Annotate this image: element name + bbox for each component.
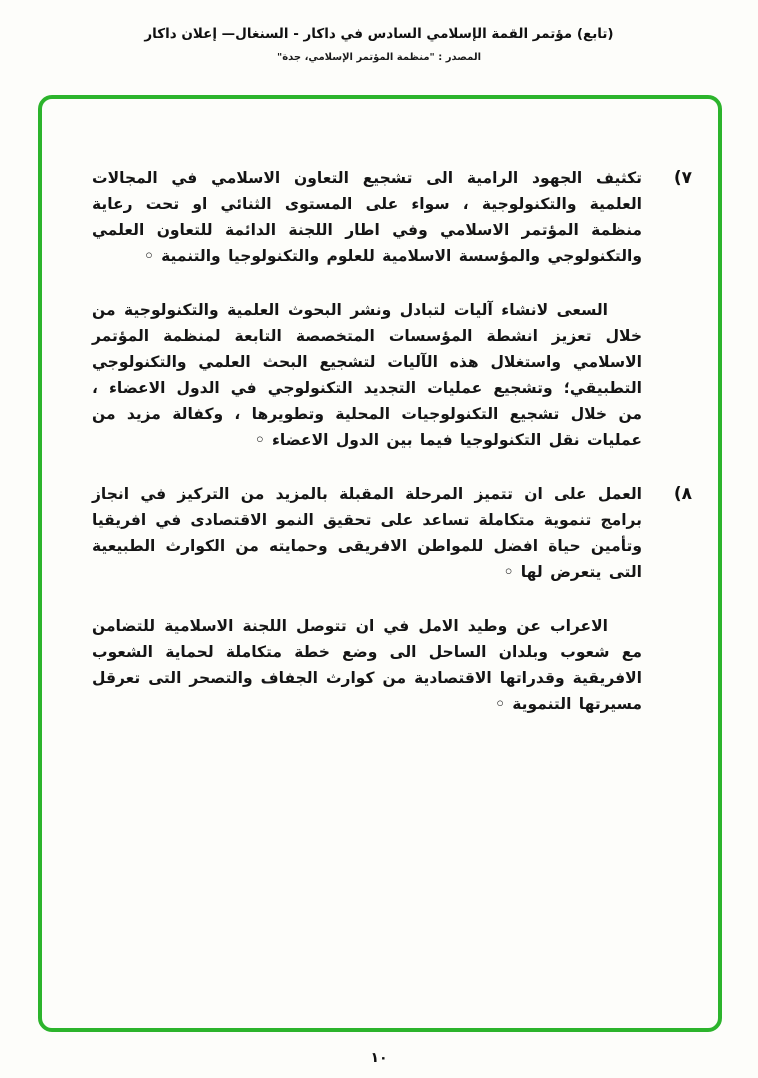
item-text: تكثيف الجهود الرامية الى تشجيع التعاون الاسلامي في المجالات العلمية والتكنولوجية ، سواء على المستوى الثنائي او تحت رعاية منظمة المؤتمر الاسلامي وفي اطار اللجنة الدائمة للتعاون العلمي والتكنولوجي والمؤسسة الاسلامية للعلوم والتكنولوجيا والتنمية ◦ bbox=[92, 169, 642, 265]
item-number: ٨) bbox=[673, 484, 692, 504]
item-number: ٧) bbox=[673, 168, 692, 188]
continuation-paragraph bbox=[92, 297, 692, 453]
document-source: المصدر : "منظمة المؤتمر الإسلامي، جدة" bbox=[276, 52, 481, 63]
item-text: العمل على ان تتميز المرحلة المقبلة بالمزيد من التركيز في انجاز برامج تنموية متكاملة تساعد على تحقيق النمو الاقتصادى في افريقيا وتأمين حياة افضل للمواطن الافريقى وحمايته من الكوارث الطبيعية التى يتعرض لها ◦ bbox=[92, 485, 642, 581]
paragraph-text: السعى لانشاء آليات لتبادل ونشر البحوث العلمية والتكنولوجية من خلال تعزيز انشطة المؤسسات المتخصصة التابعة لمنظمة المؤتمر الاسلامي واستغلال هذه الآليات لتشجيع البحث العلمي والتكنولوجي التطبيقي؛ وتشجيع عمليات التجديد التكنولوجي في الدول الاعضاء ، من خلال تشجيع التكنولوجيات المحلية وتطويرها ، وكفالة مزيد من عمليات نقل التكنولوجيا فيما بين الدول الاعضاء ◦ bbox=[92, 301, 642, 449]
item-number-empty bbox=[650, 613, 692, 717]
paragraph-text: الاعراب عن وطيد الامل في ان تتوصل اللجنة الاسلامية للتضامن مع شعوب وبلدان الساحل الى وضع خطة متكاملة لحماية الشعوب الافريقية وقدراتها الاقتصادية من كوارث الجفاف والتصحر التى تعرقل مسيرتها التنموية ◦ bbox=[92, 617, 642, 713]
document-title: (تابع) مؤتمر القمة الإسلامي السادس في داكار - السنغال— إعلان داكار bbox=[144, 26, 614, 42]
numbered-item-7 bbox=[92, 165, 692, 269]
page-header bbox=[0, 0, 758, 63]
document-content bbox=[42, 99, 718, 717]
item-number-empty bbox=[650, 297, 692, 453]
continuation-paragraph bbox=[92, 613, 692, 717]
page-footer bbox=[0, 1050, 758, 1066]
page-number: ١٠ bbox=[370, 1050, 388, 1066]
numbered-item-8 bbox=[92, 481, 692, 585]
content-border-box bbox=[38, 95, 722, 1032]
